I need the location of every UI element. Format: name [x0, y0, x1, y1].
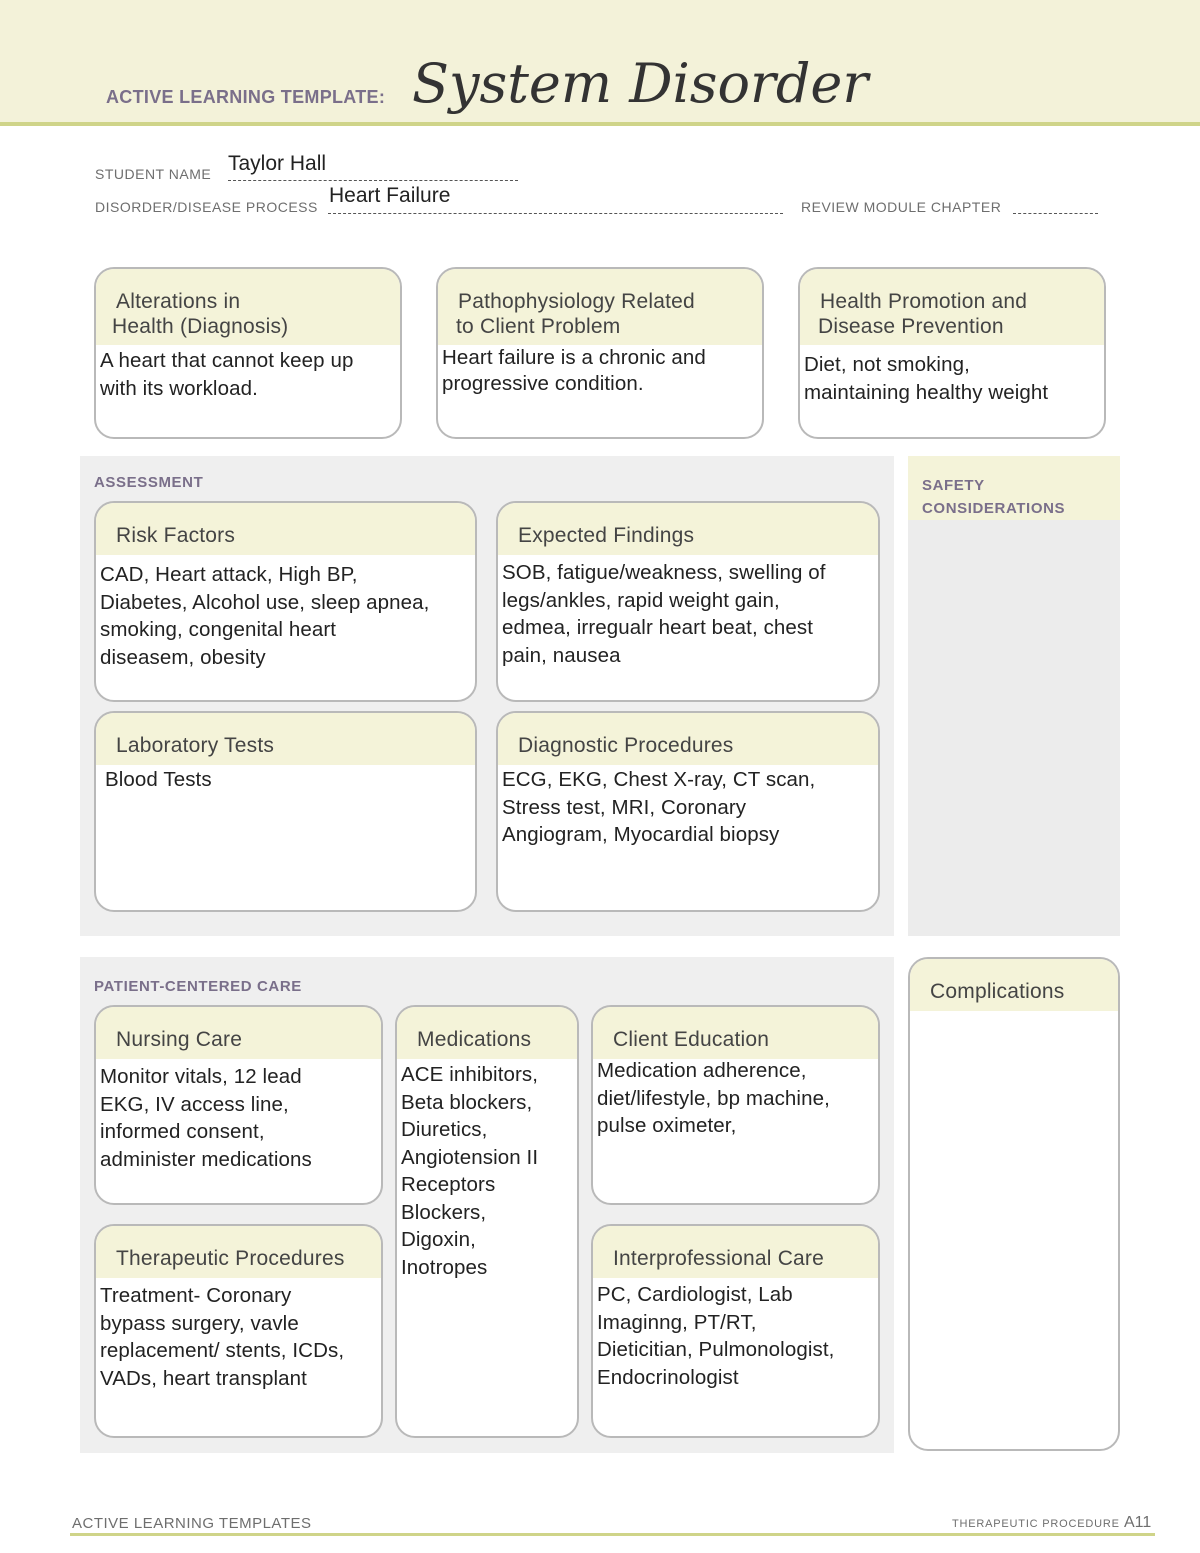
patient-care-title: PATIENT-CENTERED CARE [94, 978, 302, 995]
medications-line: Blockers, [401, 1200, 487, 1224]
nursing-care-line: administer medications [100, 1147, 312, 1171]
client-education-line: pulse oximeter, [597, 1114, 737, 1137]
medications-line: ACE inhibitors, [401, 1063, 539, 1086]
health-promotion-header [800, 269, 1104, 345]
diagnostic-procedures-content[interactable] [498, 765, 878, 851]
nursing-care-line: EKG, IV access line, [100, 1092, 289, 1116]
interprofessional-care-content[interactable] [593, 1278, 878, 1393]
interprofessional-care-line: Endocrinologist [597, 1365, 739, 1389]
client-education-content[interactable] [593, 1057, 878, 1142]
safety-panel[interactable] [908, 456, 1120, 936]
medications-line: Diuretics, [401, 1118, 488, 1141]
medications-line: Angiotension II [401, 1145, 539, 1169]
pathophysiology-line: Heart failure is a chronic and [442, 346, 706, 369]
expected-findings-box [496, 501, 880, 702]
nursing-care-box [94, 1005, 383, 1205]
footer-rule [70, 1533, 1155, 1536]
safety-title-line2: CONSIDERATIONS [922, 500, 1066, 517]
assessment-title: ASSESSMENT [94, 474, 204, 491]
therapeutic-procedures-header: Therapeutic Procedures [96, 1226, 381, 1278]
complications-header: Complications [910, 959, 1118, 1011]
pathophysiology-header [438, 269, 762, 345]
disorder-underline [328, 213, 783, 214]
alterations-header [96, 269, 400, 345]
risk-factors-box [94, 501, 477, 702]
page-title: System Disorder [412, 52, 869, 115]
interprofessional-care-box [591, 1224, 880, 1438]
review-module-label: REVIEW MODULE CHAPTER [801, 199, 1002, 215]
therapeutic-procedures-line: Treatment- Coronary [100, 1284, 292, 1307]
pathophysiology-line: progressive condition. [442, 372, 644, 395]
risk-factors-line: diseasem, obesity [100, 645, 266, 669]
therapeutic-procedures-line: bypass surgery, vavle [100, 1311, 299, 1335]
therapeutic-procedures-line: replacement/ stents, ICDs, [100, 1339, 345, 1362]
diagnostic-procedures-header: Diagnostic Procedures [498, 713, 878, 765]
alterations-line: with its workload. [100, 376, 258, 400]
laboratory-tests-line: Blood Tests [105, 768, 212, 791]
medications-line: Beta blockers, [401, 1090, 533, 1114]
interprofessional-care-header: Interprofessional Care [593, 1226, 878, 1278]
client-education-header: Client Education [593, 1007, 878, 1059]
nursing-care-line: Monitor vitals, 12 lead [100, 1065, 302, 1088]
pathophysiology-box [436, 267, 764, 439]
therapeutic-procedures-box [94, 1224, 383, 1438]
nursing-care-content[interactable] [96, 1059, 381, 1175]
alterations-title-line2: Health (Diagnosis) [112, 315, 289, 338]
diagnostic-procedures-box [496, 711, 880, 912]
footer-page-number: A11 [1124, 1514, 1152, 1531]
student-name-field[interactable]: Taylor Hall [228, 152, 327, 175]
medications-line: Inotropes [401, 1255, 488, 1279]
expected-findings-line: legs/ankles, rapid weight gain, [502, 588, 780, 612]
health-promotion-line: maintaining healthy weight [804, 380, 1049, 404]
diagnostic-procedures-line: ECG, EKG, Chest X-ray, CT scan, [502, 768, 816, 791]
alterations-content[interactable] [96, 345, 400, 404]
health-promotion-title-line2: Disease Prevention [818, 315, 1004, 338]
risk-factors-line: smoking, congenital heart [100, 618, 337, 641]
risk-factors-line: CAD, Heart attack, High BP, [100, 563, 358, 586]
safety-title [922, 474, 1065, 520]
laboratory-tests-header: Laboratory Tests [96, 713, 475, 765]
footer-right-text: THERAPEUTIC PROCEDURE [952, 1518, 1120, 1530]
client-education-box [591, 1005, 880, 1205]
pathophysiology-title-line2: to Client Problem [456, 315, 621, 338]
health-promotion-content[interactable] [800, 345, 1104, 408]
interprofessional-care-line: Imaginng, PT/RT, [597, 1310, 757, 1334]
health-promotion-title-line1: Health Promotion and [820, 290, 1028, 313]
therapeutic-procedures-content[interactable] [96, 1278, 381, 1394]
expected-findings-content[interactable] [498, 555, 878, 671]
interprofessional-care-line: PC, Cardiologist, Lab [597, 1283, 793, 1306]
therapeutic-procedures-line: VADs, heart transplant [100, 1366, 307, 1390]
header-rule [0, 122, 1200, 126]
interprofessional-care-line: Dieticitian, Pulmonologist, [597, 1338, 835, 1361]
review-module-field[interactable] [1013, 213, 1098, 214]
complications-content[interactable] [910, 1011, 1118, 1435]
disorder-field[interactable]: Heart Failure [329, 184, 451, 207]
pathophysiology-content[interactable] [438, 345, 762, 399]
risk-factors-line: Diabetes, Alcohol use, sleep apnea, [100, 590, 430, 614]
medications-box [395, 1005, 579, 1438]
client-education-line: Medication adherence, [597, 1059, 807, 1082]
laboratory-tests-content[interactable] [96, 765, 475, 796]
student-name-underline [228, 180, 518, 181]
laboratory-tests-box [94, 711, 477, 912]
expected-findings-line: pain, nausea [502, 643, 621, 667]
expected-findings-line: SOB, fatigue/weakness, swelling of [502, 561, 826, 584]
pathophysiology-title-line1: Pathophysiology Related [458, 290, 695, 313]
safety-title-line1: SAFETY [922, 477, 985, 494]
alterations-line: A heart that cannot keep up [100, 349, 354, 372]
expected-findings-line: edmea, irregualr heart beat, chest [502, 616, 814, 639]
student-name-label: STUDENT NAME [95, 166, 212, 182]
expected-findings-header: Expected Findings [498, 503, 878, 555]
complications-box [908, 957, 1120, 1451]
health-promotion-box [798, 267, 1106, 439]
alterations-title-line1: Alterations in [116, 290, 241, 313]
disorder-label: DISORDER/DISEASE PROCESS [95, 199, 318, 215]
medications-line: Digoxin, [401, 1228, 476, 1251]
diagnostic-procedures-line: Stress test, MRI, Coronary [502, 795, 747, 819]
diagnostic-procedures-line: Angiogram, Myocardial biopsy [502, 823, 780, 846]
alterations-box [94, 267, 402, 439]
medications-line: Receptors [401, 1173, 496, 1196]
medications-content[interactable] [397, 1059, 577, 1283]
risk-factors-content[interactable] [96, 555, 475, 673]
footer-left-text: ACTIVE LEARNING TEMPLATES [72, 1515, 312, 1532]
medications-header: Medications [397, 1007, 577, 1059]
template-label: ACTIVE LEARNING TEMPLATE: [106, 87, 386, 107]
nursing-care-header: Nursing Care [96, 1007, 381, 1059]
nursing-care-line: informed consent, [100, 1120, 265, 1143]
risk-factors-header: Risk Factors [96, 503, 475, 555]
client-education-line: diet/lifestyle, bp machine, [597, 1086, 830, 1110]
health-promotion-line: Diet, not smoking, [804, 353, 970, 376]
